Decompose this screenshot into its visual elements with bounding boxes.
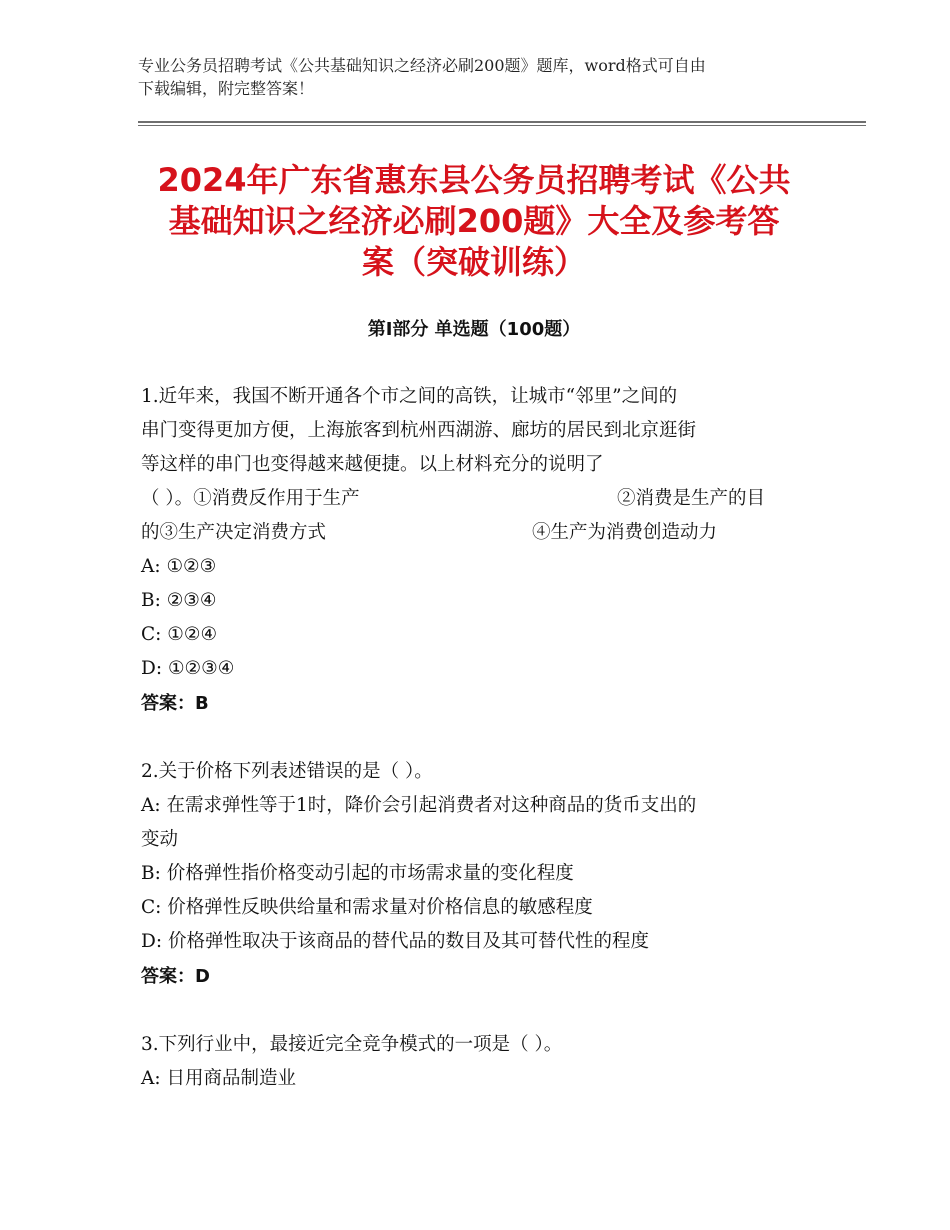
option-d: D: 价格弹性取决于该商品的替代品的数目及其可替代性的程度	[141, 931, 649, 952]
answer-label: 答案：D	[141, 966, 210, 987]
header-divider	[138, 121, 866, 123]
option-a: A: 在需求弹性等于1时，降价会引起消费者对这种商品的货币支出的	[141, 795, 697, 816]
option-c: C: ①②④	[141, 624, 218, 645]
option-c: C: 价格弹性反映供给量和需求量对价格信息的敏感程度	[141, 897, 593, 918]
header-note-line: 专业公务员招聘考试《公共基础知识之经济必刷200题》题库，word格式可自由	[138, 56, 706, 75]
document-title	[138, 160, 810, 283]
question-stem-line: 等这样的串门也变得越来越便捷。以上材料充分的说明了	[141, 454, 604, 475]
header-note	[138, 54, 818, 100]
question-stem-line: （ ）。①消费反作用于生产	[141, 488, 360, 509]
title-line: 2024年广东省惠东县公务员招聘考试《公共	[157, 161, 791, 199]
option-a: A: ①②③	[141, 556, 217, 577]
header-note-line: 下载编辑，附完整答案！	[138, 79, 315, 98]
question-stem-line: 1.近年来，我国不断开通各个市之间的高铁，让城市“邻里”之间的	[141, 386, 678, 407]
title-line: 基础知识之经济必刷200题》大全及参考答	[168, 202, 780, 240]
option-d: D: ①②③④	[141, 658, 235, 679]
option-a-continued: 变动	[141, 829, 179, 850]
option-a: A: 日用商品制造业	[141, 1068, 296, 1089]
question-stem-line: 串门变得更加方便，上海旅客到杭州西湖游、廊坊的居民到北京逛街	[141, 420, 697, 441]
question-stem-line: ②消费是生产的目	[617, 488, 766, 509]
title-line: 案（突破训练）	[361, 243, 586, 281]
option-b: B: ②③④	[141, 590, 217, 611]
question-stem-line: 的③生产决定消费方式	[141, 522, 327, 543]
question-stem: 3.下列行业中，最接近完全竞争模式的一项是（ ）。	[141, 1034, 563, 1055]
header-divider	[138, 125, 866, 126]
answer-label: 答案：B	[141, 693, 209, 714]
question-stem: 2.关于价格下列表述错误的是（ ）。	[141, 761, 433, 782]
section-title: 第Ⅰ部分 单选题（100题）	[367, 319, 581, 340]
option-b: B: 价格弹性指价格变动引起的市场需求量的变化程度	[141, 863, 574, 884]
question-stem-line: ④生产为消费创造动力	[532, 522, 718, 543]
